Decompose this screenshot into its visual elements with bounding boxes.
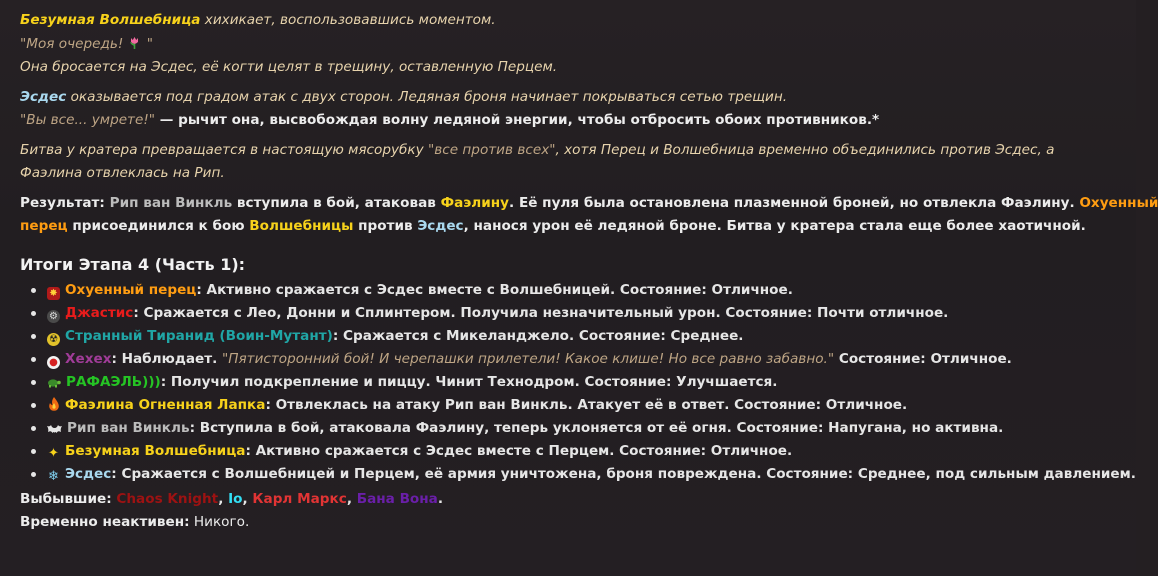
list-item-hehe: [47, 348, 1136, 371]
result-text-3: присоединился к бою: [67, 218, 250, 234]
gear-icon: ⚙: [47, 310, 60, 323]
inactive-label: Временно неактивен:: [20, 514, 190, 530]
result-label: Результат:: [20, 194, 105, 211]
sparkles-icon: ✦: [48, 445, 59, 461]
battle-text-1: Битва у кратера превращается в настоящую мясорубку: [20, 141, 428, 158]
status-list: [20, 279, 1136, 486]
explosion-icon: ✸: [47, 287, 60, 300]
battle-line-2: Фаэлина отвлеклась на Рип.: [20, 165, 225, 181]
item-text: : Вступила в бой, атаковала Фаэлину, теперь уклоняется от её огня. Состояние: Напугана, но активна.: [189, 419, 1004, 436]
item-name: Странный Тиранид (Воин-Мутант): [65, 327, 333, 344]
item-name: Эсдес: [65, 465, 112, 482]
esdes-name-result: Эсдес: [417, 218, 464, 234]
fire-icon: [47, 397, 60, 410]
separator: ,: [346, 490, 357, 507]
result-text-4: против: [353, 218, 418, 234]
eliminated-karl-marx: Карл Маркс: [252, 490, 347, 507]
pepper-name-part2: перец: [20, 218, 68, 234]
result-text-2: . Её пуля была остановлена плазменной броней, но отвлекла Фаэлину.: [509, 194, 1080, 211]
item-text: : Сражается с Микеланджело. Состояние: Среднее.: [332, 327, 744, 344]
item-text-2: Состояние: Отличное.: [834, 350, 1012, 367]
eliminated-label: Выбывшие:: [20, 490, 112, 507]
intro-line-3: Она бросается на Эсдес, её когти целят в трещину, оставленную Перцем.: [20, 59, 558, 75]
period: .: [437, 490, 444, 507]
eliminated-io: Io: [228, 490, 243, 507]
result-line-1: [20, 192, 1158, 216]
list-item-esdes: [47, 463, 1136, 486]
list-item-pepper: [47, 279, 1136, 302]
list-item-tyranid: [47, 325, 1136, 348]
item-quote: "Пятисторонний бой! И черепашки прилетели! Какое клише! Но все равно забавно.": [222, 350, 835, 367]
esdes-line-2: [20, 109, 1136, 133]
esdes-text: оказывается под градом атак с двух сторон. Ледяная броня начинает покрываться сетью трещин.: [66, 88, 788, 105]
item-name: Хехех: [65, 350, 112, 367]
eliminated-bana-vona: Бана Вона: [356, 490, 438, 507]
item-name: Безумная Волшебница: [65, 442, 246, 459]
eliminated-chaos-knight: Chaos Knight: [116, 490, 219, 507]
separator: ,: [218, 490, 229, 507]
item-text: : Отвлеклась на атаку Рип ван Винкль. Атакует её в ответ. Состояние: Отличное.: [265, 396, 908, 413]
snowflake-icon: ❄: [48, 468, 59, 484]
section-heading: Итоги Этапа 4 (Часть 1):: [20, 254, 246, 274]
intro-line-2: [20, 33, 1136, 57]
list-item-rip: [47, 417, 1136, 440]
esdes-after-quote: — рычит она, высвобождая волну ледяной энергии, чтобы отбросить обоих противников.*: [155, 112, 880, 128]
sorceress-name: Безумная Волшебница: [20, 12, 201, 28]
tulip-icon: [128, 36, 142, 49]
result-line-2: [20, 215, 1136, 239]
eliminated-line: [20, 488, 1136, 512]
inactive-line: [20, 511, 1136, 535]
pepper-name-part1: Охуенный: [1079, 194, 1158, 211]
rip-name: Рип ван Винкль: [104, 194, 233, 211]
clown-icon: ●: [47, 356, 60, 369]
item-text: : Наблюдает.: [111, 350, 222, 367]
item-name: РАФАЭЛЬ))): [66, 373, 161, 390]
esdes-quote: "Вы все... умрете!": [20, 112, 156, 128]
item-name: Джастис: [65, 304, 134, 321]
list-item-faelina: [47, 394, 1136, 417]
battle-text-2: , хотя Перец и Волшебница временно объединились против Эсдес, а: [555, 141, 1055, 158]
esdes-line-1: [20, 86, 1136, 110]
item-text: : Активно сражается с Эсдес вместе с Волшебницей. Состояние: Отличное.: [196, 281, 793, 298]
intro-text: хихикает, воспользовавшись моментом.: [200, 12, 496, 28]
battle-quote: "все против всех": [428, 141, 556, 158]
faelina-name: Фаэлину: [440, 194, 510, 211]
result-text-1: вступила в бой, атаковав: [232, 194, 441, 211]
quote-text: "Моя очередь!: [20, 35, 128, 52]
radioactive-icon: ☢: [47, 333, 60, 346]
inactive-value: Никого.: [189, 514, 250, 530]
list-item-justice: [47, 302, 1136, 325]
quote-end: ": [146, 35, 153, 52]
intro-line-1: [20, 9, 1136, 33]
bat-icon: [47, 424, 62, 437]
esdes-name: Эсдес: [20, 88, 67, 105]
item-text: : Получил подкрепление и пиццу. Чинит Технодром. Состояние: Улучшается.: [160, 373, 778, 390]
item-text: : Активно сражается с Эсдес вместе с Перцем. Состояние: Отличное.: [245, 442, 793, 459]
turtle-icon: [47, 376, 61, 389]
separator: ,: [242, 490, 253, 507]
item-name: Фаэлина Огненная Лапка: [65, 396, 266, 413]
list-item-sorceress: [47, 440, 1136, 463]
list-item-raphael: [47, 371, 1136, 394]
item-name: Рип ван Винкль: [67, 419, 190, 436]
result-text-5: , нанося урон её ледяной броне. Битва у кратера стала еще более хаотичной.: [463, 218, 1086, 234]
sorceress-name-result: Волшебницы: [249, 218, 354, 234]
item-name: Охуенный перец: [65, 281, 197, 298]
item-text: : Сражается с Волшебницей и Перцем, её армия уничтожена, броня повреждена. Состояние: Среднее, под сильным давлением.: [111, 465, 1136, 482]
item-text: : Сражается с Лео, Донни и Сплинтером. Получила незначительный урон. Состояние: Почти отличное.: [133, 304, 949, 321]
battle-line-1: [20, 139, 1136, 163]
